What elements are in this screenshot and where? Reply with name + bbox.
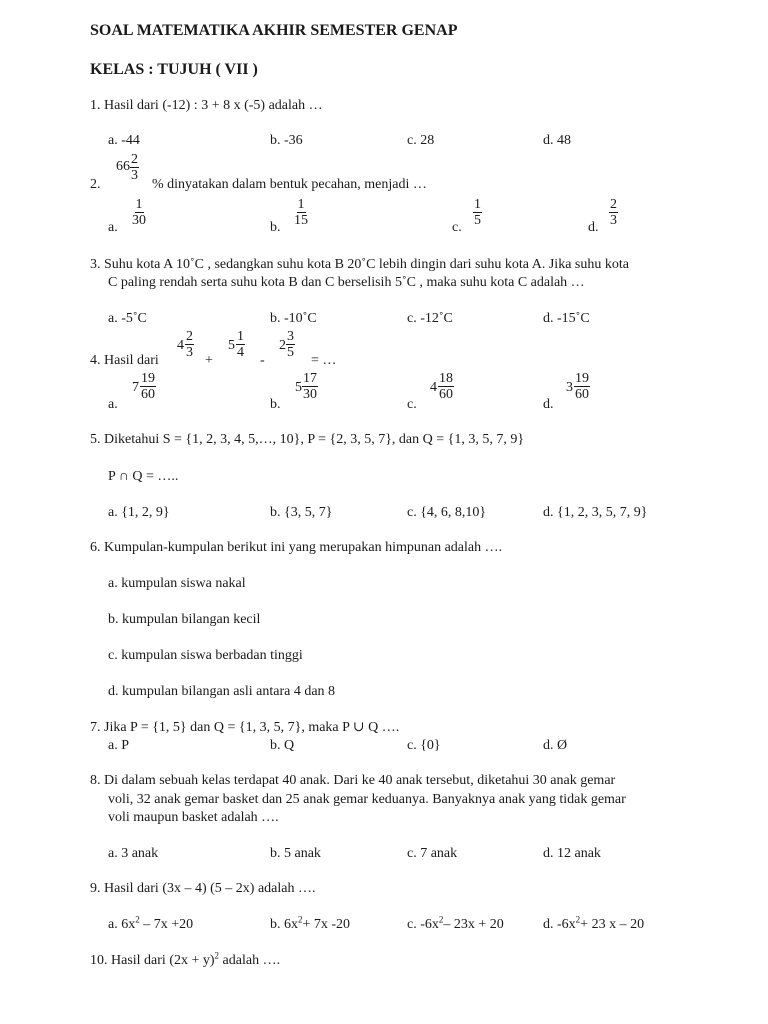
q2-option-c-label: c. (452, 220, 462, 235)
q2-denominator: 3 (131, 168, 138, 183)
q4-option-d-den: 60 (575, 387, 589, 402)
question-2-number: 2. (90, 177, 101, 192)
q7-option-b: b. Q (270, 738, 295, 753)
q4-option-c-whole: 4 (430, 380, 437, 395)
q2-option-a-fraction (131, 197, 147, 228)
q4-term-3-whole: 2 (279, 338, 286, 353)
q4-option-c-den: 60 (439, 387, 453, 402)
q7-option-c: c. {0} (407, 738, 441, 753)
q4-option-c-label: c. (407, 397, 417, 412)
q9-option-d-part-1: d. -6x (543, 917, 576, 932)
q10-part-2: adalah …. (219, 953, 281, 968)
q5-option-c: c. {4, 6, 8,10} (407, 505, 487, 520)
q6-option-c: c. kumpulan siswa berbadan tinggi (108, 648, 303, 663)
q2-option-b-den: 15 (294, 213, 308, 228)
q9-option-a-exponent: 2 (135, 914, 140, 925)
q2-option-b-fraction (293, 197, 309, 228)
q9-option-d-part-2: + 23 x – 20 (580, 917, 645, 932)
q4-term-1-whole: 4 (177, 338, 184, 353)
q4-option-a-num: 19 (141, 371, 155, 386)
question-8-line-3: voli maupun basket adalah …. (108, 810, 279, 825)
q9-option-c-part-2: – 23x + 20 (443, 917, 504, 932)
q4-option-d-num: 19 (575, 371, 589, 386)
q4-term-3-fraction (286, 329, 295, 360)
q4-option-a-fraction (140, 371, 156, 402)
q4-option-d-label: d. (543, 397, 554, 412)
q9-option-a (108, 914, 194, 933)
q4-term-3-den: 5 (287, 345, 294, 360)
q1-option-b: b. -36 (270, 133, 303, 148)
class-heading: KELAS : TUJUH ( VII ) (90, 61, 258, 78)
q9-option-a-part-1: a. 6x (108, 917, 136, 932)
q2-mixed-whole: 66 (116, 159, 130, 174)
q5-option-b: b. {3, 5, 7} (270, 505, 333, 520)
q4-option-b-label: b. (270, 397, 281, 412)
q3-option-d: d. -15˚C (543, 311, 590, 326)
question-6: 6. Kumpulan-kumpulan berikut ini yang merupakan himpunan adalah …. (90, 540, 503, 555)
q9-option-b-exponent: 2 (298, 914, 303, 925)
q4-option-b-fraction (302, 371, 318, 402)
q2-option-c-num: 1 (474, 197, 481, 212)
q3-option-a: a. -5˚C (108, 311, 147, 326)
q7-option-d: d. Ø (543, 738, 568, 753)
question-7: 7. Jika P = {1, 5} dan Q = {1, 3, 5, 7}, maka P ∪ Q …. (90, 720, 400, 735)
question-4-prefix: 4. Hasil dari (90, 353, 159, 368)
q4-option-c-fraction (438, 371, 454, 402)
q4-minus: - (260, 353, 265, 368)
q2-option-b-num: 1 (297, 197, 305, 212)
question-8-line-1: 8. Di dalam sebuah kelas terdapat 40 anak. Dari ke 40 anak tersebut, diketahui 30 anak gemar (90, 773, 616, 788)
q9-option-c (407, 914, 504, 933)
question-8-line-2: voli, 32 anak gemar basket dan 25 anak gemar keduanya. Banyaknya anak yang tidak gemar (108, 792, 626, 807)
q9-option-b (270, 914, 351, 933)
q6-option-b: b. kumpulan bilangan kecil (108, 612, 261, 627)
question-9: 9. Hasil dari (3x – 4) (5 – 2x) adalah …. (90, 881, 316, 896)
q4-option-d-fraction (574, 371, 590, 402)
q4-term-2-fraction (236, 329, 245, 360)
q1-option-a: a. -44 (108, 133, 140, 148)
q2-option-d-num: 2 (610, 197, 617, 212)
q4-plus: + (205, 353, 213, 368)
exam-title: SOAL MATEMATIKA AKHIR SEMESTER GENAP (90, 22, 458, 39)
q2-numerator: 2 (131, 152, 138, 167)
q8-option-d: d. 12 anak (543, 846, 601, 861)
q5-option-a: a. {1, 2, 9} (108, 505, 170, 520)
q4-option-c-num: 18 (439, 371, 453, 386)
q2-option-a-num: 1 (135, 197, 143, 212)
q4-term-2-num: 1 (237, 329, 244, 344)
q2-option-d-den: 3 (610, 213, 617, 228)
q2-option-d-label: d. (588, 220, 599, 235)
q4-term-1-den: 3 (186, 345, 193, 360)
q4-term-1-num: 2 (186, 329, 193, 344)
q4-option-b-whole: 5 (295, 380, 302, 395)
q2-option-c-den: 5 (474, 213, 481, 228)
question-5: 5. Diketahui S = {1, 2, 3, 4, 5,…, 10}, P = {2, 3, 5, 7}, dan Q = {1, 3, 5, 7, 9} (90, 432, 525, 447)
q4-term-3-num: 3 (287, 329, 294, 344)
question-10 (90, 950, 281, 969)
q9-option-b-part-1: b. 6x (270, 917, 298, 932)
question-5-sub: P ∩ Q = ….. (108, 469, 179, 484)
q4-option-a-den: 60 (141, 387, 155, 402)
q9-option-c-exponent: 2 (438, 914, 444, 925)
q10-exponent: 2 (214, 950, 220, 961)
q6-option-d: d. kumpulan bilangan asli antara 4 dan 8 (108, 684, 336, 699)
q4-option-b-den: 30 (303, 387, 317, 402)
q4-term-2-den: 4 (237, 345, 244, 360)
question-3-line-1: 3. Suhu kota A 10˚C , sedangkan suhu kota B 20˚C lebih dingin dari suhu kota A. Jika suhu kota (90, 257, 629, 272)
q2-option-a-den: 30 (132, 213, 146, 228)
q8-option-a: a. 3 anak (108, 846, 159, 861)
q2-option-c-fraction (473, 197, 482, 228)
q9-option-c-part-1: c. -6x (407, 917, 439, 932)
q1-option-d: d. 48 (543, 133, 571, 148)
q4-term-2-whole: 5 (228, 338, 235, 353)
q1-option-c: c. 28 (407, 133, 435, 148)
q9-option-a-part-2: – 7x +20 (139, 917, 194, 932)
q3-option-c: c. -12˚C (407, 311, 453, 326)
q4-option-b-num: 17 (303, 371, 317, 386)
q4-option-a-label: a. (108, 397, 118, 412)
q3-option-b: b. -10˚C (270, 311, 317, 326)
question-1: 1. Hasil dari (-12) : 3 + 8 x (-5) adalah … (90, 98, 323, 113)
q9-option-d-exponent: 2 (575, 914, 581, 925)
q2-mixed-fraction (130, 152, 139, 183)
q2-option-b-label: b. (270, 220, 281, 235)
question-2-text: % dinyatakan dalam bentuk pecahan, menjadi … (152, 177, 427, 192)
q8-option-c: c. 7 anak (407, 846, 458, 861)
question-3-line-2: C paling rendah serta suhu kota B dan C berselisih 5˚C , maka suhu kota C adalah … (108, 275, 585, 290)
q2-option-d-fraction (609, 197, 618, 228)
q9-option-d (543, 914, 645, 933)
q6-option-a: a. kumpulan siswa nakal (108, 576, 246, 591)
q2-option-a-label: a. (108, 220, 118, 235)
q10-part-1: 10. Hasil dari (2x + y) (90, 953, 215, 968)
q4-term-1-fraction (185, 329, 194, 360)
q4-option-a-whole: 7 (132, 380, 139, 395)
q9-option-b-part-2: + 7x -20 (302, 917, 351, 932)
q4-option-d-whole: 3 (566, 380, 573, 395)
q5-option-d: d. {1, 2, 3, 5, 7, 9} (543, 505, 648, 520)
q8-option-b: b. 5 anak (270, 846, 321, 861)
q4-equals: = … (311, 353, 337, 368)
q7-option-a: a. P (108, 738, 129, 753)
